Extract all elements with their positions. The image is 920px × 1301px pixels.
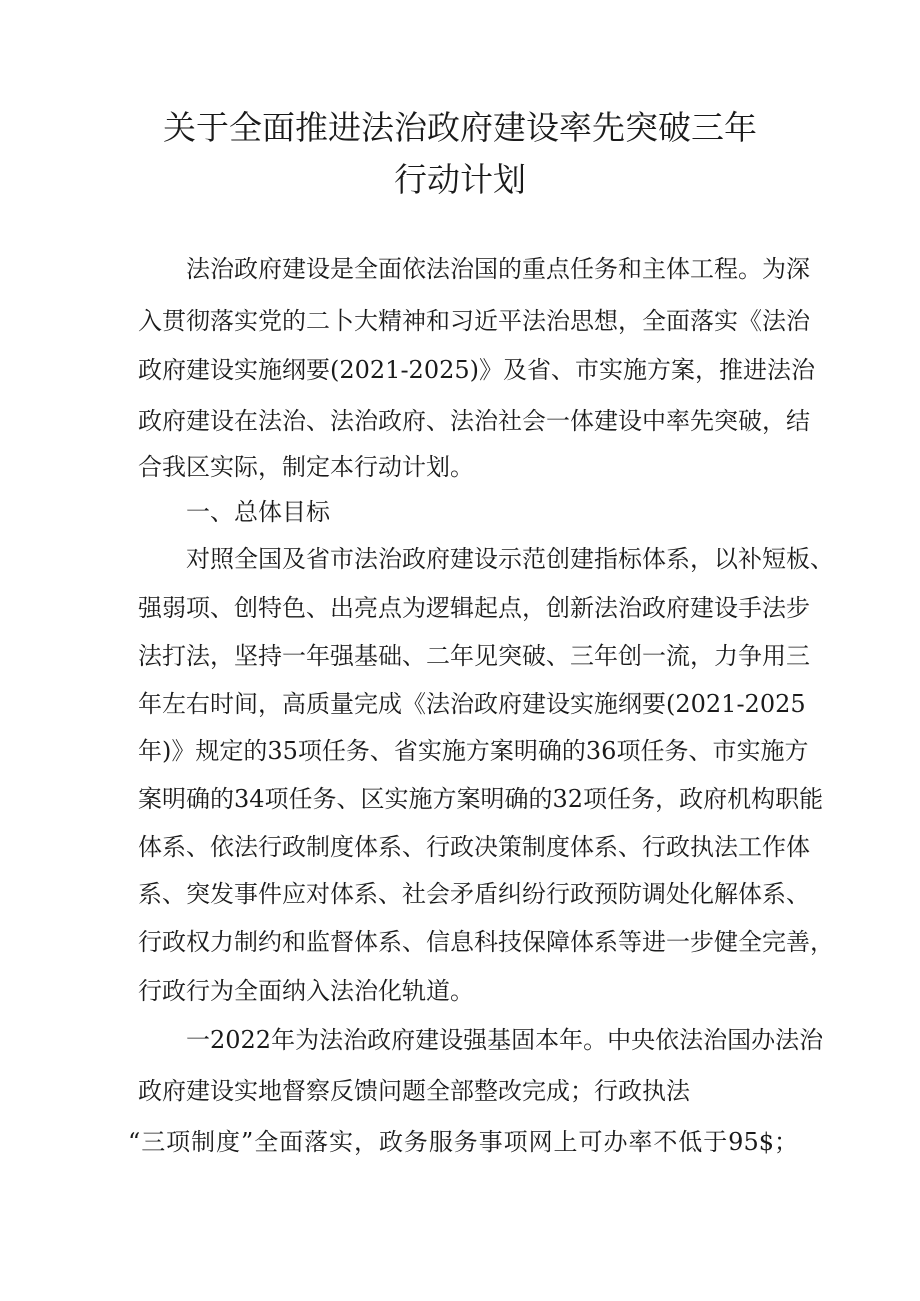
paragraph-2-line: 法打法，坚持一年强基础、二年见突破、三年创一流，力争用三 — [138, 642, 810, 670]
paragraph-1-line: 政府建设实施纲要(2021-2025)》及省、市实施方案，推进法治 — [138, 356, 815, 384]
paragraph-2-line: 行政行为全面纳入法治化轨道。 — [138, 977, 474, 1005]
paragraph-2-line: 体系、依法行政制度体系、行政决策制度体系、行政执法工作体 — [138, 833, 810, 861]
paragraph-2-line: 年)》规定的35项任务、省实施方案明确的36项任务、市实施方 — [138, 737, 809, 765]
section-heading: 一、总体目标 — [186, 498, 330, 526]
paragraph-1-line: 法治政府建设是全面依法治国的重点任务和主体工程。为深 — [186, 255, 810, 283]
document-title-line-1: 关于全面推进法治政府建设率先突破三年 — [163, 108, 757, 147]
document-title-line-2: 行动计划 — [394, 160, 526, 199]
paragraph-2-line: 行政权力制约和监督体系、信息科技保障体系等进一步健全完善， — [138, 928, 834, 956]
paragraph-2-line: 系、突发事件应对体系、社会矛盾纠纷行政预防调处化解体系、 — [138, 880, 810, 908]
paragraph-1-line: 合我区实际，制定本行动计划。 — [138, 453, 474, 481]
paragraph-2-line: 对照全国及省市法治政府建设示范创建指标体系，以补短板、 — [186, 545, 834, 573]
paragraph-3-line: 一2022年为法治政府建设强基固本年。中央依法治国办法治 — [186, 1026, 824, 1054]
paragraph-2-line: 案明确的34项任务、区实施方案明确的32项任务，政府机构职能 — [138, 785, 824, 813]
paragraph-1-line: 政府建设在法治、法治政府、法治社会一体建设中率先突破，结 — [138, 407, 810, 435]
paragraph-2-line: 强弱项、创特色、出亮点为逻辑起点，创新法治政府建设手法步 — [138, 594, 810, 622]
paragraph-2-line: 年左右时间，高质量完成《法治政府建设实施纲要(2021-2025 — [138, 690, 806, 718]
paragraph-1-line: 入贯彻落实党的二卜大精神和习近平法治思想，全面落实《法治 — [138, 307, 810, 335]
paragraph-3-line: “三项制度”全面落实，政务服务事项网上可办率不低于95$； — [128, 1128, 798, 1156]
paragraph-3-line: 政府建设实地督察反馈问题全部整改完成；行政执法 — [138, 1077, 690, 1105]
